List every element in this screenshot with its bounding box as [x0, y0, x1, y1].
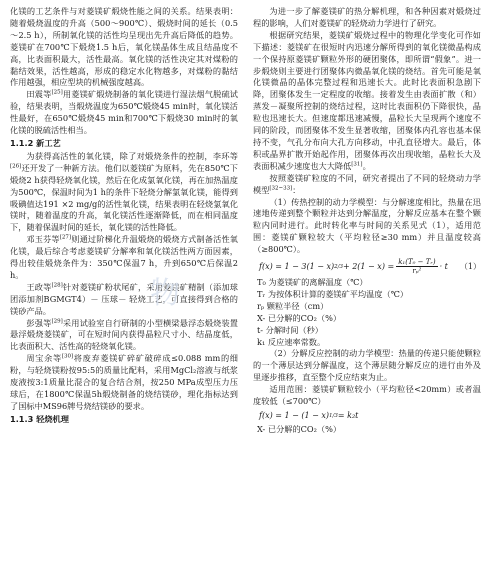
- paragraph: [10, 282, 238, 318]
- paragraph-text: 采用试验室自行研制的小型横梁悬浮态煅烧装置悬浮煅烧菱镁矿，可在短时间内获得晶粒尺寸小、结晶度低，比表面积大、活性高的轻烧氧化镁。: [10, 317, 238, 352]
- paragraph-text: 针对菱镁矿粉状尾矿，采用菱镁矿精制（添加球团添加剂BGMGT4）－ 压球－ 轻烧工艺，可直接得到合格的镁砂产品。: [10, 281, 238, 316]
- paragraph-text: 用菱镁矿煅烧制备的氧化镁进行湿法烟气脱硫试验，结果表明，当煅烧温度为650℃煅烧45 min时，氧化镁活性最好，在650℃煅烧45 min和700℃下煅烧30 min时的氧化镁的脱硫活性相当。: [10, 89, 238, 136]
- variable-definition: X- 已分解的CO₂（%）: [257, 423, 342, 434]
- variable-definition: rₚ 颗粒半径（cm）: [257, 300, 329, 311]
- citation: [27]: [59, 234, 72, 241]
- punctuation: ：: [292, 184, 301, 195]
- paragraph-text: 则通过阶梯化升温煅烧的煅烧方式制备活性氧化镁，最后综合考虑菱镁矿分解率和氧化镁活性两方面因素，得出较佳煅烧条件为：350℃保温7 h，升到650℃后保温2 h。: [10, 234, 238, 280]
- author: 周宝余等: [26, 353, 62, 364]
- equation-term: f(x) = 1 − 3(1 − x): [259, 261, 335, 271]
- watermark: 物: [150, 276, 184, 311]
- variable-definition: X- 已分解的CO₂（%）: [257, 312, 342, 323]
- equation-fraction: [396, 258, 437, 275]
- author: 邓玉芬等: [26, 234, 60, 245]
- author: 彭强等: [26, 317, 52, 328]
- equation-term: · t: [439, 261, 448, 271]
- punctuation: 。: [362, 160, 371, 171]
- citation: [28]: [51, 282, 63, 289]
- citation: [31]: [351, 161, 363, 168]
- author: 王政等: [26, 281, 52, 292]
- paragraph: [10, 318, 238, 354]
- paragraph: [10, 89, 238, 137]
- paragraph-text: 还开发了一种新方法。他们以菱镁矿为原料，先在850℃下煅烧2 h获得轻烧氧化镁，然后在化成氯氧化镁，再在加热温度为500℃，保温时间为1 h的条件下轻烧分解氯氧化镁，能得到吸碘值达191 ×2 mg/g的活性氧化镁，结果表明在轻烧氯氧化镁时，随着温度的升高，氧化镁活性逐渐降低，而在相同温度下，随着保温时间的延长，氧化镁的活性降低。: [10, 162, 238, 233]
- paragraph-text: 为获得高活性的氧化镁，除了对煅烧条件的控制，李环等: [26, 150, 238, 161]
- paragraph: 适用范围：菱镁矿颗粒较小（平均粒径<20mm）或者温度较低（≤700℃）: [253, 384, 481, 407]
- paragraph: 化镁的工艺条件与对菱镁矿煅烧性能之间的关系。结果表明：随着煅烧温度的升高（500～900℃）、煅烧时间的延长（0.5～2.5 h），所制氧化镁的活性均呈现出先升高后降低的趋势。菱镁矿在700℃下煅烧1.5 h后，氧化镁晶体生成且结晶度不高，比表面积最大，活性最高。氧化镁的活性决定其对煤粉的黏结效果，活性越高，形成的稳定水化物越多，对煤粉的黏结作用越强，相应型块的机械强度越高。: [10, 6, 238, 88]
- equation-term: = k₂t: [337, 411, 359, 420]
- paragraph: [253, 173, 481, 197]
- left-column: [10, 6, 238, 436]
- paragraph: 为进一步了解菱镁矿的热分解机理，和各种因素对煅烧过程的影响，人们对菱镁矿的轻烧动力学进行了研究。: [253, 6, 481, 28]
- variable-definition: T₀ 为菱镁矿的离解温度（℃）: [257, 277, 368, 288]
- right-column: [253, 6, 481, 436]
- paragraph: [10, 234, 238, 282]
- author: 田震等: [26, 89, 52, 100]
- paragraph-text: 将废弃菱镁矿碎矿破碎成≤0.088 mm的细粉，与轻烧镁粉按95:5的质量比配料，采用MgCl₂溶液与纸浆废液按3:1质量比混合的复合结合剂，按250 MPa成型压力压球后，在1800℃保温5h煅烧制备的烧结镁砂，理化指标达到了国标中MS96牌号烧结镁砂的要求。: [10, 353, 238, 411]
- citation: [29]: [51, 317, 63, 324]
- equation-term: + 2(1 − x) =: [342, 261, 395, 271]
- variable-definition: k₁ 反应速率常数。: [257, 336, 326, 347]
- paragraph-text: 根据研究结果，菱镁矿煅烧过程中的物理化学变化可作如下描述：菱镁矿在很短时内迅速分解所得到的氧化镁微晶构成一个保持原菱镁矿颗粒外形的硬团聚体，即所谓“假象”。进一步煅烧则主要进行团聚体内微晶氧化镁的烧结。首先可能是氧化镁微晶的晶体完整过程和迅速长大。此时比表面积急剧下降，团聚体发生一定程度的收缩。接着发生由表面扩散（和）蒸发－凝聚所控制的烧结过程，这时比表面积仍下降很快，晶粒也迅速长大。但速度都迅速减慢，晶粒长大呈现两个速度不同的阶段，而团聚体不发生显著收缩，团聚体内孔容也基本保持不变，气孔分布向大孔方向移动，中孔直径增大。最后，体积或晶界扩散开始起作用，团聚体再次出现收缩，晶粒长大及表面积减少速度也大大降低: [253, 29, 481, 171]
- fraction-numerator: k₁(T₀ − Tᵣ): [398, 258, 436, 267]
- paragraph: （2）分解反应控制的动力学模型：热量的传递只能使颗粒的一个薄层达到分解温度，这个薄层随分解反应的进行由外及里逐步推移，直至整个反应结束为止。: [253, 348, 481, 383]
- paragraph: （1）传热控制的动力学模型：与分解速度相比，热量在迅速地传递到整个颗粒并达到分解温度，分解反应基本在整个颗粒内同时进行。此时转化率与时间的关系见式（1），适用范围：菱镁矿颗粒较大（平均粒径≥30 mm）并且温度较高（≥800℃）。: [253, 196, 481, 255]
- equation-number: （1）: [459, 261, 481, 271]
- citation: [30]: [61, 353, 74, 360]
- citation: [32~33]: [269, 184, 293, 191]
- citation: [26]: [10, 163, 22, 170]
- fraction-denominator: rₚ²: [412, 267, 422, 276]
- variable-definition: Tᵣ 为按体积计算的菱镁矿平均温度（℃）: [257, 288, 409, 299]
- paragraph: [10, 353, 238, 413]
- paragraph-text: 按照菱镁矿粒度的不同，研究者提出了不同的轻烧动力学模型: [253, 172, 481, 195]
- citation: [25]: [51, 89, 63, 96]
- equation-term: f(x) = 1 − (1 − x): [259, 411, 330, 420]
- section-heading: 1.1.3 轻烧机理: [10, 413, 69, 424]
- paragraph: [10, 151, 238, 234]
- variable-definition: t- 分解时间（秒）: [257, 324, 323, 335]
- section-heading: 1.1.2 新工艺: [10, 137, 61, 148]
- paragraph: [253, 30, 481, 173]
- equation-1: f(x) = 1 − 3(1 − x) 2/3 + 2(1 − x) = $\frac{\text{k₁(T₀ − Tᵣ)}}{\text{rₚ²}}$ · t （1）: [259, 258, 481, 276]
- equation-2: f(x) = 1 − (1 − x) 1/3 = k₂t: [259, 411, 359, 420]
